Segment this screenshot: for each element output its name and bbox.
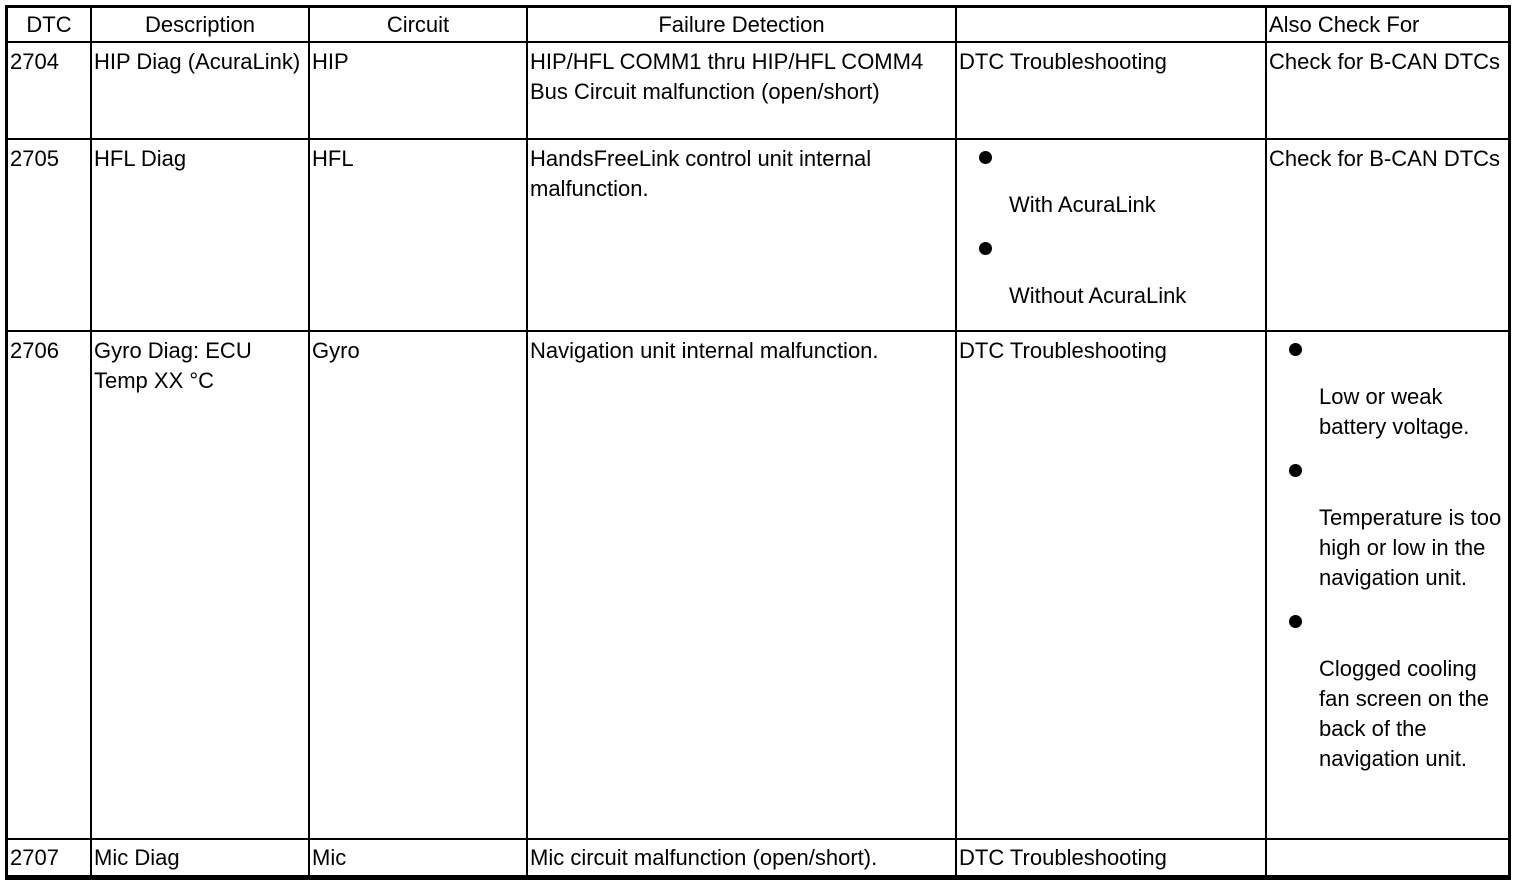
cell-also-check-for bbox=[1266, 839, 1509, 876]
list-item bbox=[959, 144, 1263, 235]
header-circuit: Circuit bbox=[309, 7, 527, 42]
check-item-battery: Low or weak battery voltage. bbox=[1319, 384, 1470, 440]
cell-dtc: 2706 bbox=[7, 331, 91, 839]
cell-description: Mic Diag bbox=[91, 839, 309, 876]
header-troubleshooting bbox=[956, 7, 1266, 42]
table-row bbox=[7, 839, 1509, 876]
troubleshooting-link-without-acuralink[interactable]: Without AcuraLink bbox=[1009, 283, 1187, 309]
cell-circuit: Mic bbox=[309, 839, 527, 876]
check-item-cooling-fan: Clogged cooling fan screen on the back of the navigation unit. bbox=[1319, 656, 1490, 772]
cell-circuit: Gyro bbox=[309, 331, 527, 839]
bullet-icon bbox=[979, 151, 992, 164]
cell-failure-detection: HIP/HFL COMM1 thru HIP/HFL COMM4 Bus Circuit malfunction (open/short) bbox=[527, 42, 956, 139]
cell-failure-detection: Navigation unit internal malfunction. bbox=[527, 331, 956, 839]
cell-troubleshooting: DTC Troubleshooting bbox=[956, 331, 1266, 839]
cell-description: Gyro Diag: ECU Temp XX °C bbox=[91, 331, 309, 839]
list-item bbox=[1269, 336, 1506, 457]
cell-circuit: HIP bbox=[309, 42, 527, 139]
table-row bbox=[7, 42, 1509, 139]
cell-troubleshooting bbox=[956, 139, 1266, 331]
header-also-check-for: Also Check For bbox=[1266, 7, 1509, 42]
table-row bbox=[7, 139, 1509, 331]
cell-also-check-for: Check for B-CAN DTCs bbox=[1266, 139, 1509, 331]
cell-dtc: 2707 bbox=[7, 839, 91, 876]
bullet-icon bbox=[1289, 464, 1302, 477]
cell-description: HIP Diag (AcuraLink) bbox=[91, 42, 309, 139]
cell-circuit: HFL bbox=[309, 139, 527, 331]
cell-description: HFL Diag bbox=[91, 139, 309, 331]
list-item bbox=[1269, 608, 1506, 774]
troubleshooting-list bbox=[959, 144, 1263, 311]
cell-troubleshooting: DTC Troubleshooting bbox=[956, 42, 1266, 139]
dtc-table bbox=[6, 6, 1510, 877]
bullet-icon bbox=[1289, 615, 1302, 628]
table-row bbox=[7, 331, 1509, 839]
cell-dtc: 2705 bbox=[7, 139, 91, 331]
check-item-temperature: Temperature is too high or low in the navigation unit. bbox=[1319, 505, 1502, 591]
cell-failure-detection: Mic circuit malfunction (open/short). bbox=[527, 839, 956, 876]
cell-failure-detection: HandsFreeLink control unit internal malfunction. bbox=[527, 139, 956, 331]
troubleshooting-link-with-acuralink[interactable]: With AcuraLink bbox=[1009, 192, 1156, 218]
cell-also-check-for: Check for B-CAN DTCs bbox=[1266, 42, 1509, 139]
cell-troubleshooting: DTC Troubleshooting bbox=[956, 839, 1266, 876]
list-item bbox=[1269, 457, 1506, 608]
cell-also-check-for bbox=[1266, 331, 1509, 839]
cell-dtc: 2704 bbox=[7, 42, 91, 139]
table-header-row bbox=[7, 7, 1509, 42]
bullet-icon bbox=[1289, 343, 1302, 356]
header-dtc: DTC bbox=[7, 7, 91, 42]
header-description: Description bbox=[91, 7, 309, 42]
header-failure-detection: Failure Detection bbox=[527, 7, 956, 42]
bullet-icon bbox=[979, 242, 992, 255]
list-item bbox=[959, 235, 1263, 311]
also-check-list bbox=[1269, 336, 1506, 774]
